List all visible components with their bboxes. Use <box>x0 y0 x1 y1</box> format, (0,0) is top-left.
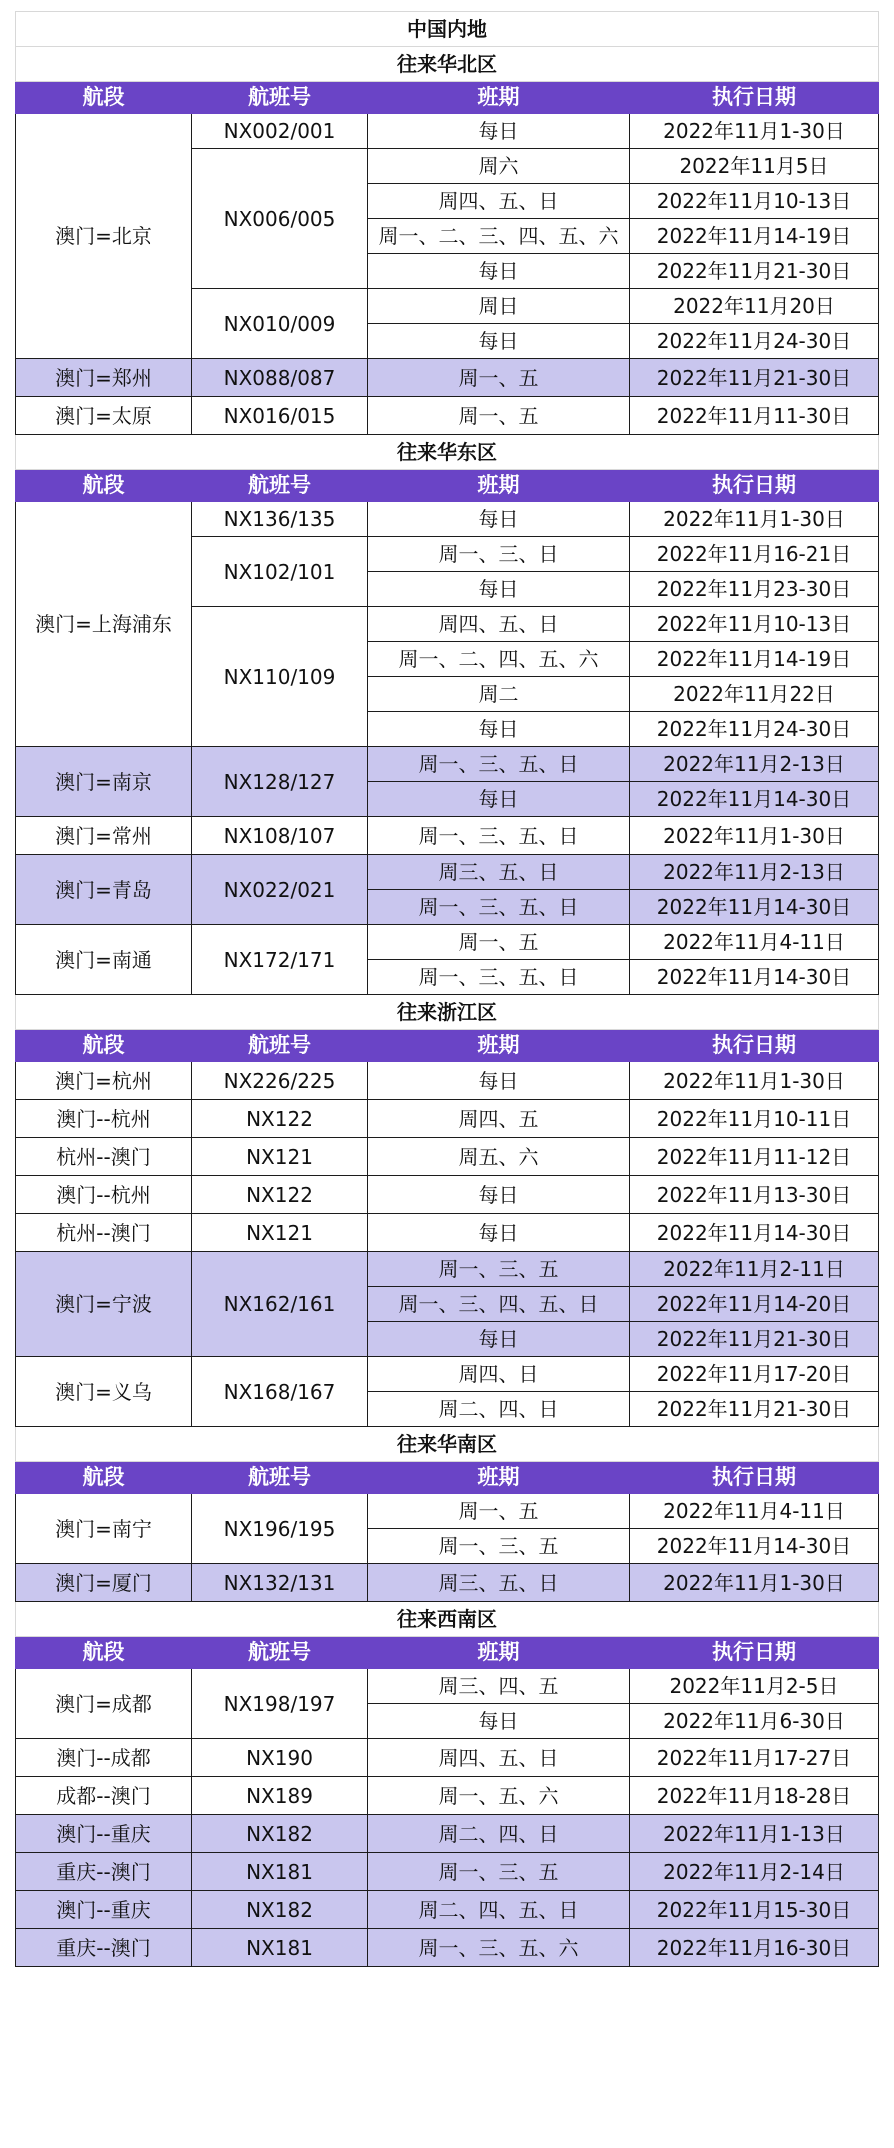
col-header-schedule: 班期 <box>368 470 630 502</box>
col-header-flight: 航班号 <box>192 82 368 114</box>
flight-number-cell: NX189 <box>192 1777 368 1815</box>
schedule-cell: 每日 <box>368 782 630 817</box>
schedule-cell: 周三、四、五 <box>368 1669 630 1704</box>
dates-cell: 2022年11月21-30日 <box>630 254 879 289</box>
table-row <box>16 1252 879 1287</box>
dates-cell: 2022年11月18-28日 <box>630 1777 879 1815</box>
region-title-row <box>16 12 879 47</box>
dates-cell: 2022年11月10-11日 <box>630 1100 879 1138</box>
table-row <box>16 114 879 149</box>
schedule-cell: 周一、三、五、六 <box>368 1929 630 1967</box>
schedule-cell: 周一、五 <box>368 925 630 960</box>
table-row <box>16 1891 879 1929</box>
dates-cell: 2022年11月14-20日 <box>630 1287 879 1322</box>
col-header-schedule: 班期 <box>368 1637 630 1669</box>
section-title: 往来华东区 <box>16 435 879 470</box>
route-cell: 澳门=南京 <box>16 747 192 817</box>
schedule-cell: 周一、三、日 <box>368 537 630 572</box>
route-cell: 重庆--澳门 <box>16 1929 192 1967</box>
dates-cell: 2022年11月15-30日 <box>630 1891 879 1929</box>
route-cell: 澳门--成都 <box>16 1739 192 1777</box>
section-title-row <box>16 435 879 470</box>
route-cell: 澳门=宁波 <box>16 1252 192 1357</box>
schedule-cell: 周一、三、五、日 <box>368 817 630 855</box>
col-header-route: 航段 <box>16 82 192 114</box>
schedule-cell: 周一、二、三、四、五、六 <box>368 219 630 254</box>
dates-cell: 2022年11月14-30日 <box>630 960 879 995</box>
header-row <box>16 1462 879 1494</box>
col-header-schedule: 班期 <box>368 1030 630 1062</box>
table-row <box>16 397 879 435</box>
schedule-cell: 周一、三、五、日 <box>368 747 630 782</box>
region-title: 中国内地 <box>16 12 879 47</box>
dates-cell: 2022年11月11-30日 <box>630 397 879 435</box>
dates-cell: 2022年11月1-30日 <box>630 502 879 537</box>
schedule-cell: 周四、五、日 <box>368 184 630 219</box>
col-header-dates: 执行日期 <box>630 1637 879 1669</box>
header-row <box>16 1637 879 1669</box>
dates-cell: 2022年11月23-30日 <box>630 572 879 607</box>
flight-number-cell: NX168/167 <box>192 1357 368 1427</box>
col-header-schedule: 班期 <box>368 82 630 114</box>
table-row <box>16 925 879 960</box>
flight-number-cell: NX136/135 <box>192 502 368 537</box>
table-row <box>16 1929 879 1967</box>
dates-cell: 2022年11月14-30日 <box>630 1214 879 1252</box>
flight-number-cell: NX172/171 <box>192 925 368 995</box>
dates-cell: 2022年11月21-30日 <box>630 1322 879 1357</box>
dates-cell: 2022年11月5日 <box>630 149 879 184</box>
flight-number-cell: NX182 <box>192 1891 368 1929</box>
schedule-cell: 每日 <box>368 254 630 289</box>
dates-cell: 2022年11月14-30日 <box>630 890 879 925</box>
dates-cell: 2022年11月10-13日 <box>630 607 879 642</box>
dates-cell: 2022年11月17-20日 <box>630 1357 879 1392</box>
route-cell: 澳门=厦门 <box>16 1564 192 1602</box>
flight-number-cell: NX016/015 <box>192 397 368 435</box>
flight-number-cell: NX132/131 <box>192 1564 368 1602</box>
flight-number-cell: NX006/005 <box>192 149 368 289</box>
dates-cell: 2022年11月1-30日 <box>630 1062 879 1100</box>
route-cell: 澳门=常州 <box>16 817 192 855</box>
dates-cell: 2022年11月2-13日 <box>630 855 879 890</box>
route-cell: 澳门=义乌 <box>16 1357 192 1427</box>
flight-number-cell: NX110/109 <box>192 607 368 747</box>
dates-cell: 2022年11月21-30日 <box>630 1392 879 1427</box>
dates-cell: 2022年11月4-11日 <box>630 1494 879 1529</box>
table-row <box>16 1494 879 1529</box>
col-header-route: 航段 <box>16 470 192 502</box>
schedule-cell: 周四、日 <box>368 1357 630 1392</box>
schedule-cell: 周一、三、五、日 <box>368 960 630 995</box>
table-row <box>16 1815 879 1853</box>
dates-cell: 2022年11月14-30日 <box>630 1529 879 1564</box>
route-cell: 澳门--重庆 <box>16 1891 192 1929</box>
col-header-flight: 航班号 <box>192 1462 368 1494</box>
col-header-dates: 执行日期 <box>630 82 879 114</box>
section-title-row <box>16 1427 879 1462</box>
schedule-cell: 每日 <box>368 1062 630 1100</box>
table-row <box>16 1739 879 1777</box>
flight-number-cell: NX128/127 <box>192 747 368 817</box>
header-row <box>16 82 879 114</box>
dates-cell: 2022年11月14-19日 <box>630 642 879 677</box>
table-row <box>16 817 879 855</box>
dates-cell: 2022年11月21-30日 <box>630 359 879 397</box>
flight-number-cell: NX162/161 <box>192 1252 368 1357</box>
dates-cell: 2022年11月1-30日 <box>630 817 879 855</box>
dates-cell: 2022年11月16-30日 <box>630 1929 879 1967</box>
route-cell: 澳门=南通 <box>16 925 192 995</box>
table-row <box>16 1669 879 1704</box>
route-cell: 澳门=南宁 <box>16 1494 192 1564</box>
schedule-cell: 周一、五、六 <box>368 1777 630 1815</box>
flight-number-cell: NX190 <box>192 1739 368 1777</box>
dates-cell: 2022年11月20日 <box>630 289 879 324</box>
route-cell: 澳门=郑州 <box>16 359 192 397</box>
schedule-cell: 每日 <box>368 1214 630 1252</box>
flight-number-cell: NX198/197 <box>192 1669 368 1739</box>
dates-cell: 2022年11月2-14日 <box>630 1853 879 1891</box>
col-header-route: 航段 <box>16 1637 192 1669</box>
dates-cell: 2022年11月14-19日 <box>630 219 879 254</box>
dates-cell: 2022年11月1-30日 <box>630 114 879 149</box>
flight-number-cell: NX122 <box>192 1100 368 1138</box>
schedule-cell: 周二 <box>368 677 630 712</box>
col-header-schedule: 班期 <box>368 1462 630 1494</box>
section-title-row <box>16 47 879 82</box>
table-row <box>16 359 879 397</box>
dates-cell: 2022年11月2-11日 <box>630 1252 879 1287</box>
schedule-cell: 周六 <box>368 149 630 184</box>
dates-cell: 2022年11月1-30日 <box>630 1564 879 1602</box>
table-row <box>16 1357 879 1392</box>
col-header-route: 航段 <box>16 1030 192 1062</box>
schedule-cell: 每日 <box>368 324 630 359</box>
schedule-cell: 每日 <box>368 572 630 607</box>
table-row <box>16 855 879 890</box>
route-cell: 澳门=青岛 <box>16 855 192 925</box>
schedule-document <box>15 11 878 1967</box>
route-cell: 澳门=北京 <box>16 114 192 359</box>
dates-cell: 2022年11月14-30日 <box>630 782 879 817</box>
schedule-cell: 周一、三、五、日 <box>368 890 630 925</box>
table-row <box>16 502 879 537</box>
route-cell: 杭州--澳门 <box>16 1138 192 1176</box>
dates-cell: 2022年11月11-12日 <box>630 1138 879 1176</box>
route-cell: 成都--澳门 <box>16 1777 192 1815</box>
flight-number-cell: NX121 <box>192 1138 368 1176</box>
flight-number-cell: NX088/087 <box>192 359 368 397</box>
schedule-cell: 每日 <box>368 114 630 149</box>
schedule-cell: 周一、三、五 <box>368 1853 630 1891</box>
section-title-row <box>16 1602 879 1637</box>
flight-number-cell: NX196/195 <box>192 1494 368 1564</box>
table-row <box>16 1214 879 1252</box>
schedule-cell: 每日 <box>368 1704 630 1739</box>
flight-number-cell: NX022/021 <box>192 855 368 925</box>
route-cell: 杭州--澳门 <box>16 1214 192 1252</box>
route-cell: 澳门=杭州 <box>16 1062 192 1100</box>
flight-number-cell: NX122 <box>192 1176 368 1214</box>
col-header-flight: 航班号 <box>192 470 368 502</box>
table-row <box>16 1100 879 1138</box>
col-header-flight: 航班号 <box>192 1030 368 1062</box>
schedule-cell: 周一、三、五 <box>368 1529 630 1564</box>
schedule-cell: 周一、三、五 <box>368 1252 630 1287</box>
dates-cell: 2022年11月22日 <box>630 677 879 712</box>
schedule-cell: 周一、五 <box>368 1494 630 1529</box>
dates-cell: 2022年11月2-5日 <box>630 1669 879 1704</box>
flight-number-cell: NX182 <box>192 1815 368 1853</box>
schedule-cell: 周二、四、日 <box>368 1392 630 1427</box>
table-row <box>16 1777 879 1815</box>
col-header-dates: 执行日期 <box>630 470 879 502</box>
schedule-cell: 每日 <box>368 1322 630 1357</box>
dates-cell: 2022年11月24-30日 <box>630 324 879 359</box>
flight-schedule-table <box>15 11 879 1967</box>
schedule-cell: 周二、四、五、日 <box>368 1891 630 1929</box>
table-row <box>16 747 879 782</box>
schedule-cell: 周四、五、日 <box>368 1739 630 1777</box>
dates-cell: 2022年11月13-30日 <box>630 1176 879 1214</box>
dates-cell: 2022年11月2-13日 <box>630 747 879 782</box>
schedule-cell: 每日 <box>368 712 630 747</box>
col-header-dates: 执行日期 <box>630 1462 879 1494</box>
dates-cell: 2022年11月4-11日 <box>630 925 879 960</box>
schedule-cell: 周一、二、四、五、六 <box>368 642 630 677</box>
dates-cell: 2022年11月16-21日 <box>630 537 879 572</box>
schedule-cell: 周五、六 <box>368 1138 630 1176</box>
schedule-cell: 周四、五、日 <box>368 607 630 642</box>
route-cell: 澳门=上海浦东 <box>16 502 192 747</box>
section-title: 往来华南区 <box>16 1427 879 1462</box>
header-row <box>16 1030 879 1062</box>
schedule-cell: 每日 <box>368 502 630 537</box>
route-cell: 澳门=太原 <box>16 397 192 435</box>
table-row <box>16 1564 879 1602</box>
table-row <box>16 1853 879 1891</box>
route-cell: 澳门--重庆 <box>16 1815 192 1853</box>
schedule-cell: 每日 <box>368 1176 630 1214</box>
col-header-route: 航段 <box>16 1462 192 1494</box>
dates-cell: 2022年11月10-13日 <box>630 184 879 219</box>
dates-cell: 2022年11月1-13日 <box>630 1815 879 1853</box>
schedule-cell: 周三、五、日 <box>368 1564 630 1602</box>
dates-cell: 2022年11月24-30日 <box>630 712 879 747</box>
flight-number-cell: NX181 <box>192 1853 368 1891</box>
route-cell: 澳门--杭州 <box>16 1100 192 1138</box>
flight-number-cell: NX226/225 <box>192 1062 368 1100</box>
table-row <box>16 1062 879 1100</box>
schedule-cell: 周二、四、日 <box>368 1815 630 1853</box>
col-header-flight: 航班号 <box>192 1637 368 1669</box>
schedule-cell: 周三、五、日 <box>368 855 630 890</box>
schedule-cell: 周一、五 <box>368 397 630 435</box>
route-cell: 重庆--澳门 <box>16 1853 192 1891</box>
schedule-cell: 周四、五 <box>368 1100 630 1138</box>
flight-number-cell: NX108/107 <box>192 817 368 855</box>
section-title: 往来浙江区 <box>16 995 879 1030</box>
table-row <box>16 1138 879 1176</box>
flight-number-cell: NX002/001 <box>192 114 368 149</box>
header-row <box>16 470 879 502</box>
schedule-cell: 周日 <box>368 289 630 324</box>
section-title: 往来西南区 <box>16 1602 879 1637</box>
schedule-cell: 周一、五 <box>368 359 630 397</box>
flight-number-cell: NX121 <box>192 1214 368 1252</box>
schedule-cell: 周一、三、四、五、日 <box>368 1287 630 1322</box>
route-cell: 澳门=成都 <box>16 1669 192 1739</box>
dates-cell: 2022年11月17-27日 <box>630 1739 879 1777</box>
section-title: 往来华北区 <box>16 47 879 82</box>
dates-cell: 2022年11月6-30日 <box>630 1704 879 1739</box>
flight-number-cell: NX102/101 <box>192 537 368 607</box>
table-row <box>16 1176 879 1214</box>
section-title-row <box>16 995 879 1030</box>
route-cell: 澳门--杭州 <box>16 1176 192 1214</box>
col-header-dates: 执行日期 <box>630 1030 879 1062</box>
flight-number-cell: NX181 <box>192 1929 368 1967</box>
flight-number-cell: NX010/009 <box>192 289 368 359</box>
